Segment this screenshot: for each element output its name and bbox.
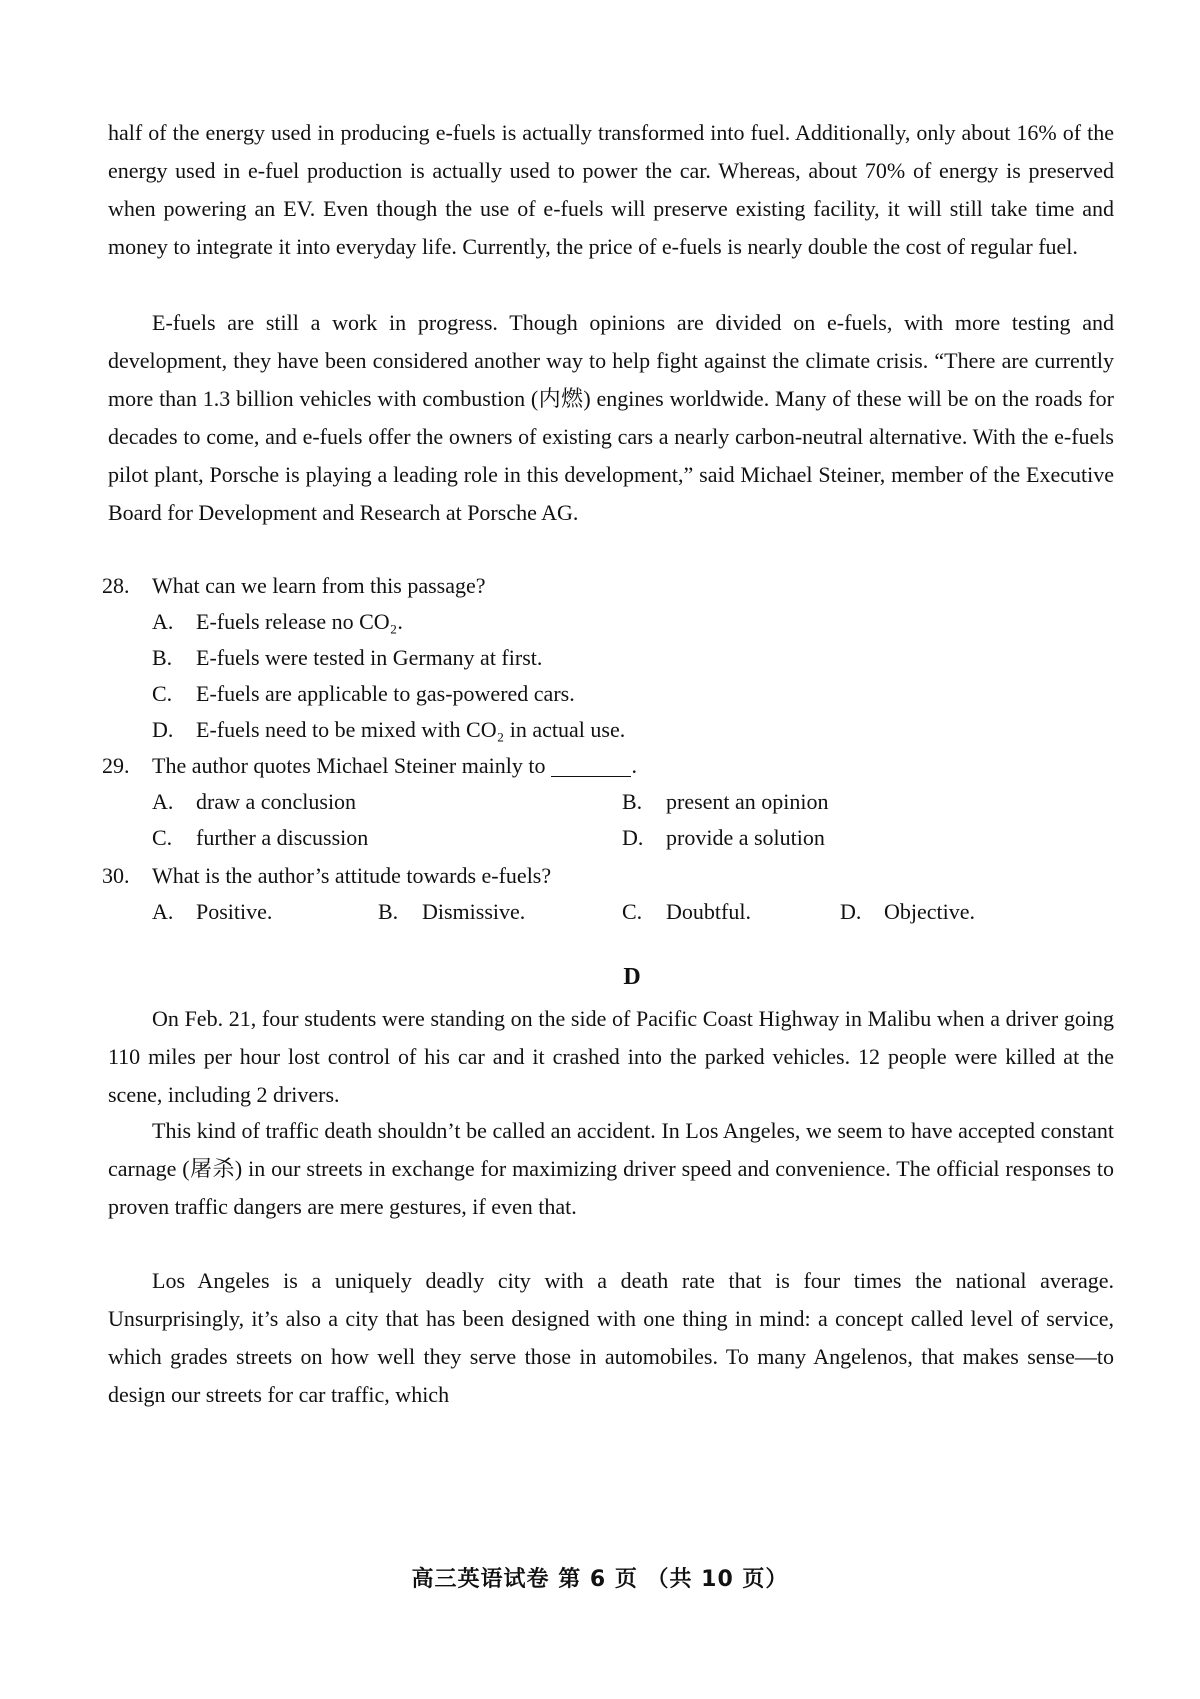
question-29-option-b	[622, 784, 829, 820]
question-28-option-c	[152, 676, 575, 712]
option-letter: A.	[152, 899, 174, 924]
option-letter: B.	[622, 789, 643, 814]
page-footer: 高三英语试卷 第 6 页 （共 10 页）	[411, 1567, 789, 1592]
question-30-option-d	[840, 894, 975, 930]
question-29	[102, 748, 637, 784]
passage-c-paragraph-1: half of the energy used in producing e-fuels is actually transformed into fuel. Additionally, only about 16% of the energy used in e-fuel production is actually used to power the car. Whereas, about 70% of energy is preserved when powering an EV. Even though the use of e-fuels will preserve existing facility, it will still take time and money to integrate it into everyday life. Currently, the price of e-fuels is nearly double the cost of regular fuel.	[108, 120, 1114, 259]
option-text: Objective.	[884, 899, 976, 924]
question-29-option-a	[152, 784, 356, 820]
option-text: provide a solution	[666, 825, 825, 850]
question-stem: What can we learn from this passage?	[152, 573, 486, 598]
question-number: 30.	[102, 863, 130, 888]
option-text: Dismissive.	[422, 899, 526, 924]
question-number: 29.	[102, 753, 130, 778]
question-30-option-a	[152, 894, 272, 930]
section-d-paragraph-2	[108, 1112, 1114, 1226]
passage-c-paragraph-2-text: E-fuels are still a work in progress. Though opinions are divided on e-fuels, with more testing and development, they have been considered another way to help fight against the climate crisis. “There are currently more than 1.3 billion vehicles with combustion (内燃) engines worldwide. Many of these will be on the roads for decades to come, and e-fuels offer the owners of existing cars a nearly carbon-neutral alternative. With the e-fuels pilot plant, Porsche is playing a leading role in this development,” said Michael Steiner, member of the Executive Board for Development and Research at Porsche AG.	[108, 310, 1114, 525]
question-number: 28.	[102, 573, 130, 598]
section-d-heading: D	[623, 964, 641, 990]
question-29-option-c	[152, 820, 368, 856]
option-letter: C.	[152, 825, 173, 850]
section-d-paragraph-2-text: This kind of traffic death shouldn’t be called an accident. In Los Angeles, we seem to have accepted constant carnage (屠杀) in our streets in exchange for maximizing driver speed and convenience. The official responses to proven traffic dangers are mere gestures, if even that.	[108, 1118, 1114, 1219]
question-30-option-b	[378, 894, 525, 930]
passage-c-paragraph-2	[108, 304, 1114, 532]
option-letter: D.	[622, 825, 644, 850]
option-letter: C.	[152, 681, 173, 706]
option-text: E-fuels release no CO₂.	[196, 609, 403, 634]
question-29-option-d	[622, 820, 825, 856]
option-text: E-fuels are applicable to gas-powered cars.	[196, 681, 575, 706]
option-letter: D.	[840, 899, 862, 924]
option-text: present an opinion	[666, 789, 829, 814]
question-28	[102, 568, 486, 604]
section-d-paragraph-3-text: Los Angeles is a uniquely deadly city with a death rate that is four times the national average. Unsurprisingly, it’s also a city that has been designed with one thing in mind: a concept called level of service, which grades streets on how well they serve those in automobiles. To many Angelenos, that makes sense—to design our streets for car traffic, which	[108, 1268, 1114, 1407]
question-28-option-d	[152, 712, 625, 748]
option-letter: B.	[152, 645, 173, 670]
option-text: Positive.	[196, 899, 273, 924]
option-text: draw a conclusion	[196, 789, 357, 814]
option-letter: B.	[378, 899, 399, 924]
option-letter: A.	[152, 789, 174, 814]
option-text: Doubtful.	[666, 899, 751, 924]
question-28-option-a	[152, 604, 403, 640]
option-text: E-fuels were tested in Germany at first.	[196, 645, 543, 670]
question-30-option-c	[622, 894, 751, 930]
option-letter: C.	[622, 899, 643, 924]
option-letter: D.	[152, 717, 174, 742]
question-stem-tail: .	[631, 753, 637, 778]
section-d-paragraph-1	[108, 1000, 1114, 1114]
question-30	[102, 858, 551, 894]
question-stem: The author quotes Michael Steiner mainly to	[152, 753, 546, 778]
section-d-paragraph-1-text: On Feb. 21, four students were standing on the side of Pacific Coast Highway in Malibu when a driver going 110 miles per hour lost control of his car and it crashed into the parked vehicles. 12 people were killed at the scene, including 2 drivers.	[108, 1006, 1114, 1107]
option-letter: A.	[152, 609, 174, 634]
answer-blank	[551, 754, 631, 777]
question-stem: What is the author’s attitude towards e-fuels?	[152, 863, 552, 888]
section-d-paragraph-3	[108, 1262, 1114, 1414]
question-28-option-b	[152, 640, 542, 676]
option-text: E-fuels need to be mixed with CO₂ in actual use.	[196, 717, 626, 742]
option-text: further a discussion	[196, 825, 369, 850]
